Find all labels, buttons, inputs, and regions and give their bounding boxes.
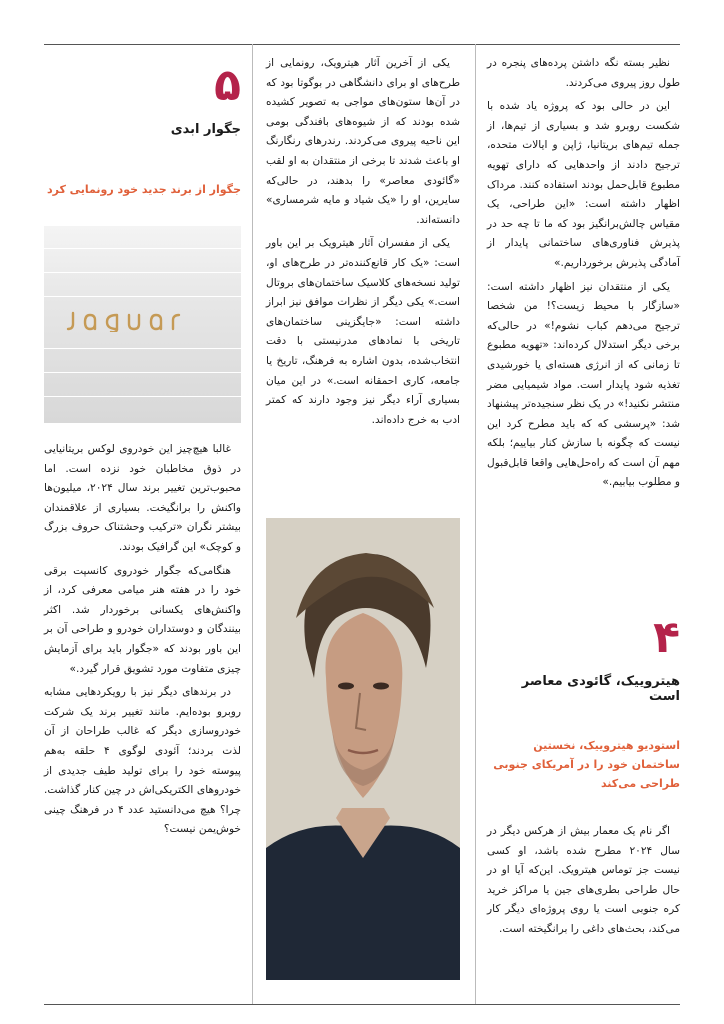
paragraph: در برندهای دیگر نیز با رویکردهایی مشابه روبرو بوده‌ایم. مانند تغییر برند یک شرکت خودروسازی دیگر که غالب طراحان از آن لذت بردند؛ آئودی لوگوی ۴ حلقه به‌هم پیوسته خود را برای تولید طیف جدیدی از خودروهای الکتریکی‌اش در چین کنار گذاشت. چرا؟ هیچ می‌دانستید عدد ۴ در فرهنگ چینی خوش‌یمن نیست؟: [44, 686, 241, 836]
paragraph: نظیر بسته نگه داشتن پرده‌های پنجره در طول روز پیروی می‌کردند.: [487, 57, 680, 89]
top-rule: [44, 44, 680, 45]
paragraph: این در حالی بود که پروژه یاد شده با شکست روبرو شد و بسیاری از تیم‌ها، از جمله تیم‌های بریتانیا، ژاپن و ایالات متحده، ترجیح دادند از واحدهایی که دارای تهویه مطبوع قابل‌حمل بودند استفاده کنند. مرداک اظهار داشته است: «این طراحی، یک مقیاس چالش‌برانگیز بود که ما تا چه حد در پذیرش فناوری‌های ساختمانی پایدار از آمادگی پذیرش برخورداریم.»: [487, 100, 680, 269]
section-subheading: جگوار از برند جدید خود رونمایی کرد: [46, 183, 241, 196]
section-number-4: ۴: [653, 612, 680, 663]
portrait-illustration: [266, 518, 460, 980]
logo-stripe: [44, 348, 241, 349]
logo-stripe: [44, 272, 241, 273]
logo-stripe: [44, 372, 241, 373]
portrait-photo: [266, 518, 460, 980]
logo-stripe: [44, 296, 241, 297]
column-divider-left: [252, 44, 253, 1004]
paragraph: اگر نام یک معمار بیش از هرکس دیگر در سال ۲۰۲۴ مطرح شده باشد، او کسی نیست جز توماس هیترویک. این‌که آیا او در حال طراحی بطری‌های جین یا مراکز خرید کره جنوبی است یا روی پروژه‌ای دیگر کار می‌کند، بحث‌های داغی را برانگیخته است.: [487, 825, 680, 935]
paragraph: یکی از مفسران آثار هیترویک بر این باور است: «یک کار قانع‌کننده‌تر در طرح‌های او، تولید نسخه‌های کلاسیک ساختمان‌های بروتال است.» یکی دیگر از نظرات موافق نیز ابراز داشته است: «جایگزینی ساختمان‌های تاریخی با نمادهای مدرنیستی با دقت انتخاب‌شده، بدون اشاره به فرهنگ، تاریخ یا جامعه، کاری احمقانه است.» در این میان بسیاری آراء دیگر نیز وجود دارند که کمتر ادب به خرج داده‌اند.: [266, 237, 460, 426]
jaguar-wordmark-graphic: [63, 310, 223, 332]
right-column: [487, 54, 680, 497]
left-column: [44, 440, 241, 844]
section-body: [487, 822, 680, 944]
column-divider-right: [475, 44, 476, 1004]
section-number-5: ۵: [214, 60, 241, 111]
logo-stripe: [44, 248, 241, 249]
jaguar-logo-image: [44, 226, 241, 423]
paragraph: یکی از آخرین آثار هیترویک، رونمایی از طرح‌های او برای دانشگاهی در بوگوتا بود که در آن‌ها ستون‌های مواجی به تصویر کشیده شده بودند که از شیوه‌های بافندگی بومی این ناحیه پیروی می‌کردند. رندرهای رنگارنگ او باعث شدند تا برخی از منتقدان به او لقب «گائودی معاصر» را بدهند، در حالی‌که سایرین، او را «یک شیاد و مایه شرمساری» دانسته‌اند.: [266, 57, 460, 226]
jaguar-wordmark: [44, 310, 241, 337]
paragraph: غالبا هیچ‌چیز این خودروی لوکس بریتانیایی در ذوق مخاطبان خود نزده است. اما محبوب‌ترین تغییر برند سال ۲۰۲۴، میلیون‌ها واکنش را برانگیخت. بسیاری از علاقمندان بیشتر نگران «ترکیب وحشتناک حروف بزرگ و کوچک» این گرافیک بودند.: [44, 443, 241, 553]
section-subheading: استودیو هیتروییک، نخستین ساختمان خود را در آمریکای جنوبی طراحی می‌کند: [493, 739, 680, 790]
bottom-rule: [44, 1004, 680, 1005]
paragraph: یکی از منتقدان نیز اظهار داشته است: «سازگار با محیط زیست؟! من شخصا ترجیح می‌دهم کباب نشوم!» در حالی‌که برخی دیگر استدلال کرده‌اند: «تهویه مطبوع تا زمانی که از انرژی هسته‌ای یا خورشیدی تغذیه شود پایدار است. مواد شیمیایی مضر منتشر نکنید!» در یک نظر سنجیده‌تر پیشنهاد شد: «پرسشی که که باید مطرح کرد این نیست که چگونه با سازش کنار بیاییم؛ بلکه مهم آن است که راه‌حل‌هایی واقعا قابل‌قبول و مطلوب بیابیم.»: [487, 280, 680, 489]
section-heading: هیتروییک، گائودی معاصر است: [521, 674, 680, 704]
paragraph: هنگامی‌که جگوار خودروی کانسپت برقی خود را در هفته هنر میامی معرفی کرد، از واکنش‌های یکسانی برخوردار شد. اکثر بینندگان و دوستداران خودرو و طراحی آن بر این باور بودند که «جگوار باید برای آزمایش چیزی متفاوت مورد تشویق قرار گیرد.»: [44, 564, 241, 675]
logo-stripe: [44, 396, 241, 397]
middle-column: [266, 54, 460, 434]
section-heading: جگوار ابدی: [170, 122, 241, 137]
